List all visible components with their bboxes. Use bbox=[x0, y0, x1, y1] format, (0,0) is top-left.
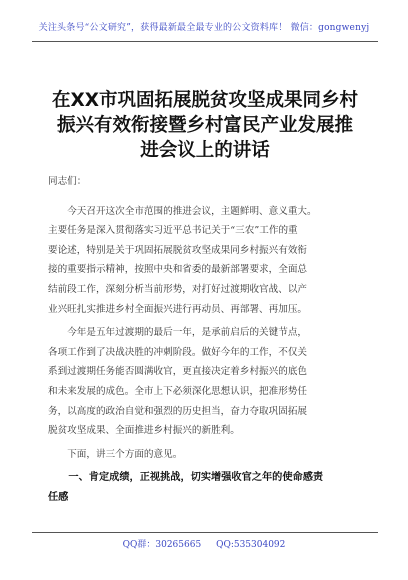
text-line: 业兴旺扎实推进乡村全面振兴进行再动员、再部署、再加压。 bbox=[48, 303, 308, 315]
text-line: 接的重要指示精神，按照中央和省委的最新部署要求，全面总 bbox=[48, 264, 308, 276]
footer-qq-contact: QQ:535304092 bbox=[216, 540, 286, 550]
footer-qq-group: QQ群：30265665 bbox=[122, 540, 202, 550]
title-line: 在XX市巩固拓展脱贫攻坚成果同乡村 bbox=[51, 90, 359, 112]
header-banner: 关注头条号“公文研究”，获得最新最全最专业的公文资料库！ 微信：gongwenyj bbox=[38, 23, 370, 33]
document-body bbox=[48, 172, 364, 508]
greeting: 同志们： bbox=[48, 176, 87, 187]
heading-line: 一、肯定成绩，正视挑战，切实增强收官之年的使命感责 bbox=[68, 471, 324, 484]
header-divider bbox=[32, 41, 378, 42]
text-line: 各项工作到了决战决胜的冲刺阶段。做好今年的工作，不仅关 bbox=[48, 346, 308, 358]
footer-divider bbox=[32, 532, 378, 533]
heading-line: 任感 bbox=[48, 490, 69, 503]
title-line: 振兴有效衔接暨乡村富民产业发展推 bbox=[56, 115, 353, 137]
text-line: 今天召开这次全市范围的推进会议，主题鲜明、意义重大。 bbox=[67, 205, 317, 217]
footer-contact bbox=[0, 537, 408, 550]
paragraph-2 bbox=[48, 323, 364, 441]
title-line: 进会议上的讲话 bbox=[140, 140, 270, 162]
document-title bbox=[40, 88, 370, 163]
text-line: 主要任务是深入贯彻落实习近平总书记关于“三农”工作的重 bbox=[48, 225, 298, 237]
text-line: 务，以高度的政治自觉和强烈的历史担当，奋力夺取巩固拓展 bbox=[48, 405, 308, 417]
text-line: 要论述，特别是关于巩固拓展脱贫攻坚成果同乡村振兴有效衔 bbox=[48, 244, 308, 256]
text-line: 脱贫攻坚成果、全面推进乡村振兴的新胜利。 bbox=[48, 425, 240, 437]
text-line: 结前段工作，深刻分析当前形势，对打好过渡期收官战、以产 bbox=[48, 283, 308, 295]
text-line: 系到过渡期任务能否圆满收官，更直接决定着乡村振兴的底色 bbox=[48, 366, 308, 378]
text-line: 今年是五年过渡期的最后一年，是承前启后的关键节点， bbox=[67, 327, 308, 339]
text-line: 和未来发展的成色。全市上下必须深化思想认识，把准形势任 bbox=[48, 385, 308, 397]
paragraph-1 bbox=[48, 202, 364, 320]
section-heading-1 bbox=[48, 468, 364, 507]
paragraph-3: 下面，讲三个方面的意见。 bbox=[67, 448, 183, 460]
